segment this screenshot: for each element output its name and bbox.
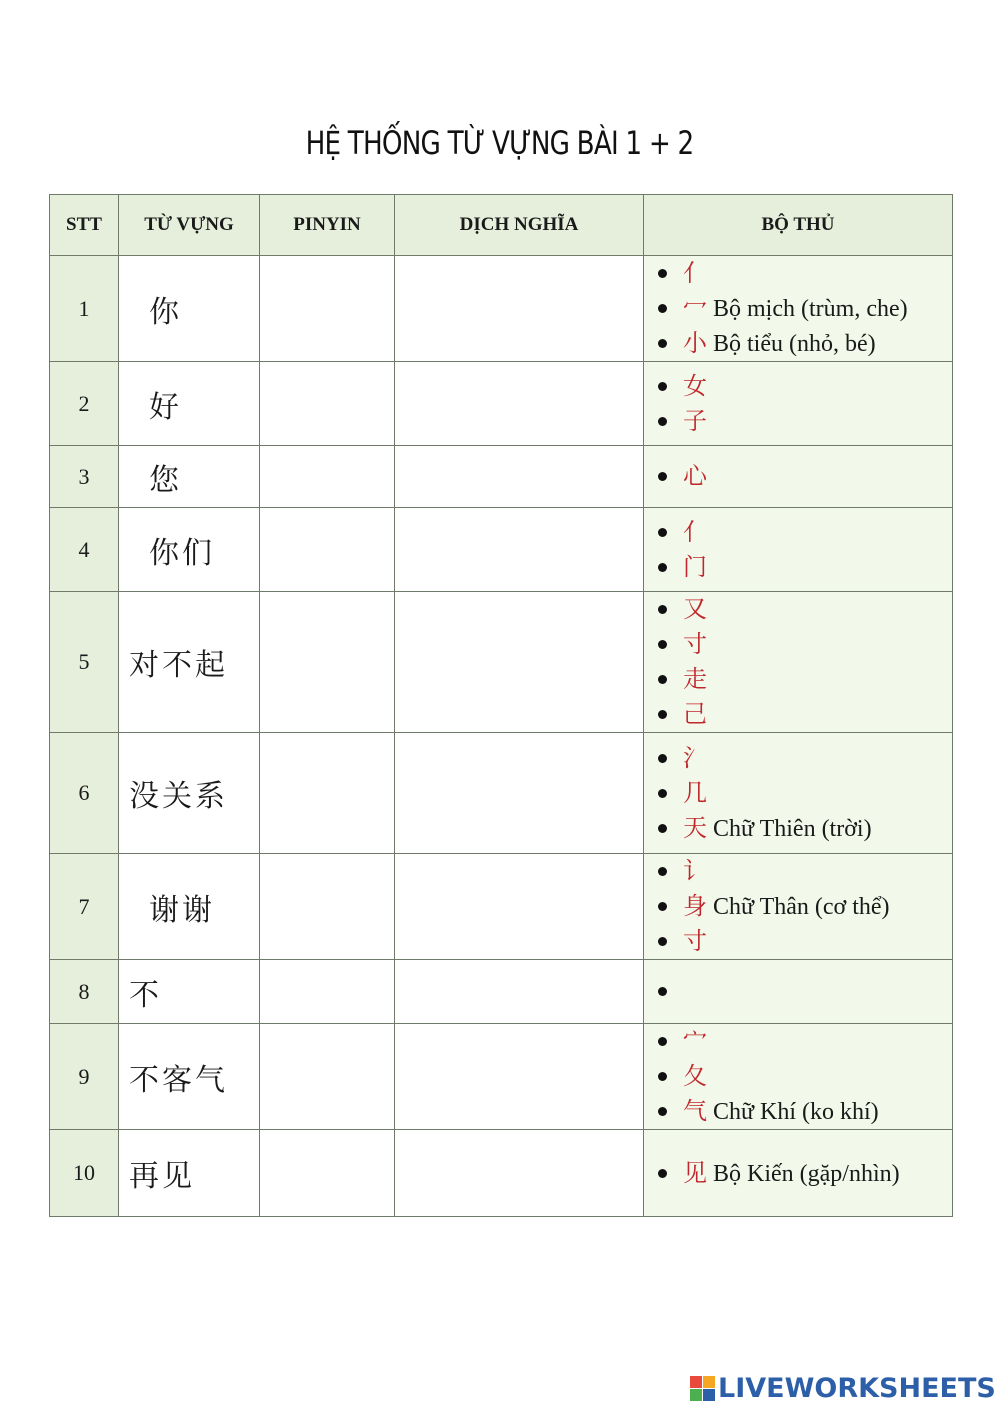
radical-list-item — [658, 515, 952, 550]
cell-meaning-input[interactable] — [395, 733, 644, 854]
radical-note: Chữ Thiên (trời) — [713, 815, 872, 842]
radical-list-item — [658, 854, 952, 889]
radical-list-item — [658, 924, 952, 959]
radical-char: 夂 — [683, 1062, 707, 1090]
radical-char: 亻 — [683, 517, 707, 546]
vocabulary-table — [49, 194, 953, 1217]
cell-vocabulary: 你 — [119, 256, 260, 362]
bullet-icon — [658, 987, 667, 996]
cell-radicals — [644, 362, 953, 446]
radical-list-item — [658, 1156, 952, 1191]
cell-radicals — [644, 1024, 953, 1130]
radical-char: 亻 — [683, 259, 707, 287]
bullet-icon — [658, 710, 667, 719]
table-row — [50, 362, 953, 446]
radical-char: 寸 — [683, 630, 707, 658]
logo-mark-icon — [690, 1376, 715, 1401]
radical-char: 己 — [683, 700, 707, 728]
bullet-icon — [658, 528, 667, 537]
cell-meaning-input[interactable] — [395, 854, 644, 960]
radical-note: Bộ Kiến (gặp/nhìn) — [713, 1160, 900, 1187]
radical-list — [644, 515, 952, 585]
bullet-icon — [658, 339, 667, 348]
cell-stt: 3 — [50, 446, 119, 508]
cell-stt: 4 — [50, 508, 119, 592]
cell-stt: 10 — [50, 1130, 119, 1217]
radical-note: Bộ tiểu (nhỏ, bé) — [713, 331, 876, 357]
logo-square — [703, 1376, 715, 1388]
cell-vocabulary: 不 — [119, 960, 260, 1024]
cell-pinyin-input[interactable] — [260, 960, 395, 1024]
radical-char: 讠 — [683, 857, 707, 885]
logo-square — [690, 1376, 702, 1388]
bullet-icon — [658, 937, 667, 946]
cell-vocabulary: 对不起 — [119, 592, 260, 733]
header-meaning: DỊCH NGHĨA — [395, 195, 644, 256]
bullet-icon — [658, 417, 667, 426]
radical-list-item — [658, 1059, 952, 1094]
radical-list-item — [658, 369, 952, 404]
radical-char: 几 — [683, 778, 707, 807]
header-stt: STT — [50, 195, 119, 256]
radical-list — [644, 741, 952, 846]
table-row — [50, 592, 953, 733]
cell-pinyin-input[interactable] — [260, 1024, 395, 1130]
cell-pinyin-input[interactable] — [260, 854, 395, 960]
cell-meaning-input[interactable] — [395, 256, 644, 362]
cell-stt: 1 — [50, 256, 119, 362]
bullet-icon — [658, 754, 667, 763]
cell-pinyin-input[interactable] — [260, 1130, 395, 1217]
radical-list-item — [658, 291, 952, 326]
radical-list-item — [658, 550, 952, 585]
radical-list-item — [658, 662, 952, 697]
radical-char: 宀 — [683, 1027, 707, 1055]
cell-radicals — [644, 446, 953, 508]
cell-pinyin-input[interactable] — [260, 508, 395, 592]
cell-meaning-input[interactable] — [395, 960, 644, 1024]
table-row — [50, 508, 953, 592]
header-pinyin: PINYIN — [260, 195, 395, 256]
cell-radicals — [644, 854, 953, 960]
radical-char: 冖 — [683, 294, 707, 322]
cell-meaning-input[interactable] — [395, 1024, 644, 1130]
radical-list-item — [658, 811, 952, 846]
radical-list-item — [658, 404, 952, 439]
bullet-icon — [658, 789, 667, 798]
radical-char: 身 — [683, 892, 707, 920]
cell-vocabulary: 没关系 — [119, 733, 260, 854]
cell-vocabulary: 不客气 — [119, 1024, 260, 1130]
bullet-icon — [658, 1107, 667, 1116]
table-row — [50, 446, 953, 508]
radical-list-item — [658, 889, 952, 924]
bullet-icon — [658, 304, 667, 313]
radical-char: 天 — [683, 813, 707, 842]
radical-char: 小 — [683, 329, 707, 357]
cell-radicals — [644, 733, 953, 854]
header-word: TỪ VỰNG — [119, 195, 260, 256]
radical-list-item — [658, 592, 952, 627]
radical-list-item — [658, 459, 952, 494]
radical-char: 氵 — [683, 743, 707, 772]
cell-vocabulary: 您 — [119, 446, 260, 508]
cell-stt: 5 — [50, 592, 119, 733]
table-row — [50, 1024, 953, 1130]
bullet-icon — [658, 902, 667, 911]
radical-list-item — [658, 974, 952, 1009]
table-header-row — [50, 195, 953, 256]
bullet-icon — [658, 867, 667, 876]
table-row — [50, 1130, 953, 1217]
bullet-icon — [658, 472, 667, 481]
bullet-icon — [658, 640, 667, 649]
radical-list — [644, 974, 952, 1009]
radical-list — [644, 1024, 952, 1129]
cell-pinyin-input[interactable] — [260, 592, 395, 733]
table-row — [50, 960, 953, 1024]
cell-radicals — [644, 256, 953, 362]
bullet-icon — [658, 563, 667, 572]
bullet-icon — [658, 1037, 667, 1046]
radical-char: 气 — [683, 1097, 707, 1125]
header-radical: BỘ THỦ — [644, 195, 953, 256]
logo-text: LIVEWORKSHEETS — [718, 1372, 996, 1404]
radical-char: 女 — [683, 371, 707, 400]
cell-radicals — [644, 960, 953, 1024]
cell-stt: 9 — [50, 1024, 119, 1130]
cell-meaning-input[interactable] — [395, 1130, 644, 1217]
cell-stt: 7 — [50, 854, 119, 960]
page-title: HỆ THỐNG TỪ VỰNG BÀI 1 + 2 — [305, 124, 694, 162]
radical-char: 寸 — [683, 927, 707, 955]
cell-radicals — [644, 1130, 953, 1217]
radical-note: Chữ Khí (ko khí) — [713, 1099, 879, 1125]
cell-stt: 8 — [50, 960, 119, 1024]
radical-list-item — [658, 776, 952, 811]
radical-char: 走 — [683, 665, 707, 693]
radical-list-item — [658, 256, 952, 291]
radical-char: 又 — [683, 595, 707, 623]
bullet-icon — [658, 675, 667, 684]
table-row — [50, 256, 953, 362]
radical-list — [644, 1156, 952, 1191]
table-row — [50, 733, 953, 854]
bullet-icon — [658, 1169, 667, 1178]
radical-list-item — [658, 326, 952, 361]
cell-meaning-input[interactable] — [395, 592, 644, 733]
cell-vocabulary: 你们 — [119, 508, 260, 592]
radical-list — [644, 854, 952, 959]
table-row — [50, 854, 953, 960]
radical-list-item — [658, 1094, 952, 1129]
radical-note: Chữ Thân (cơ thể) — [713, 894, 890, 920]
bullet-icon — [658, 605, 667, 614]
cell-radicals — [644, 592, 953, 733]
radical-note: Bộ mịch (trùm, che) — [713, 296, 908, 322]
cell-pinyin-input[interactable] — [260, 733, 395, 854]
cell-stt: 2 — [50, 362, 119, 446]
logo-square — [690, 1389, 702, 1401]
bullet-icon — [658, 269, 667, 278]
radical-list — [644, 459, 952, 494]
bullet-icon — [658, 1072, 667, 1081]
cell-vocabulary: 好 — [119, 362, 260, 446]
cell-vocabulary: 谢谢 — [119, 854, 260, 960]
cell-stt: 6 — [50, 733, 119, 854]
cell-meaning-input[interactable] — [395, 508, 644, 592]
bullet-icon — [658, 382, 667, 391]
cell-radicals — [644, 508, 953, 592]
radical-char: 子 — [683, 406, 707, 435]
radical-char: 心 — [683, 462, 707, 490]
cell-meaning-input[interactable] — [395, 362, 644, 446]
radical-list-item — [658, 741, 952, 776]
cell-pinyin-input[interactable] — [260, 256, 395, 362]
radical-list — [644, 592, 952, 732]
radical-list-item — [658, 1024, 952, 1059]
radical-list-item — [658, 697, 952, 732]
radical-list — [644, 369, 952, 439]
cell-vocabulary: 再见 — [119, 1130, 260, 1217]
logo-square — [703, 1389, 715, 1401]
liveworksheets-logo — [690, 1370, 996, 1406]
radical-char: 见 — [683, 1158, 707, 1187]
radical-char: 门 — [683, 552, 707, 581]
radical-list — [644, 256, 952, 361]
table-body — [50, 256, 953, 1217]
cell-meaning-input[interactable] — [395, 446, 644, 508]
radical-list-item — [658, 627, 952, 662]
cell-pinyin-input[interactable] — [260, 362, 395, 446]
bullet-icon — [658, 824, 667, 833]
cell-pinyin-input[interactable] — [260, 446, 395, 508]
